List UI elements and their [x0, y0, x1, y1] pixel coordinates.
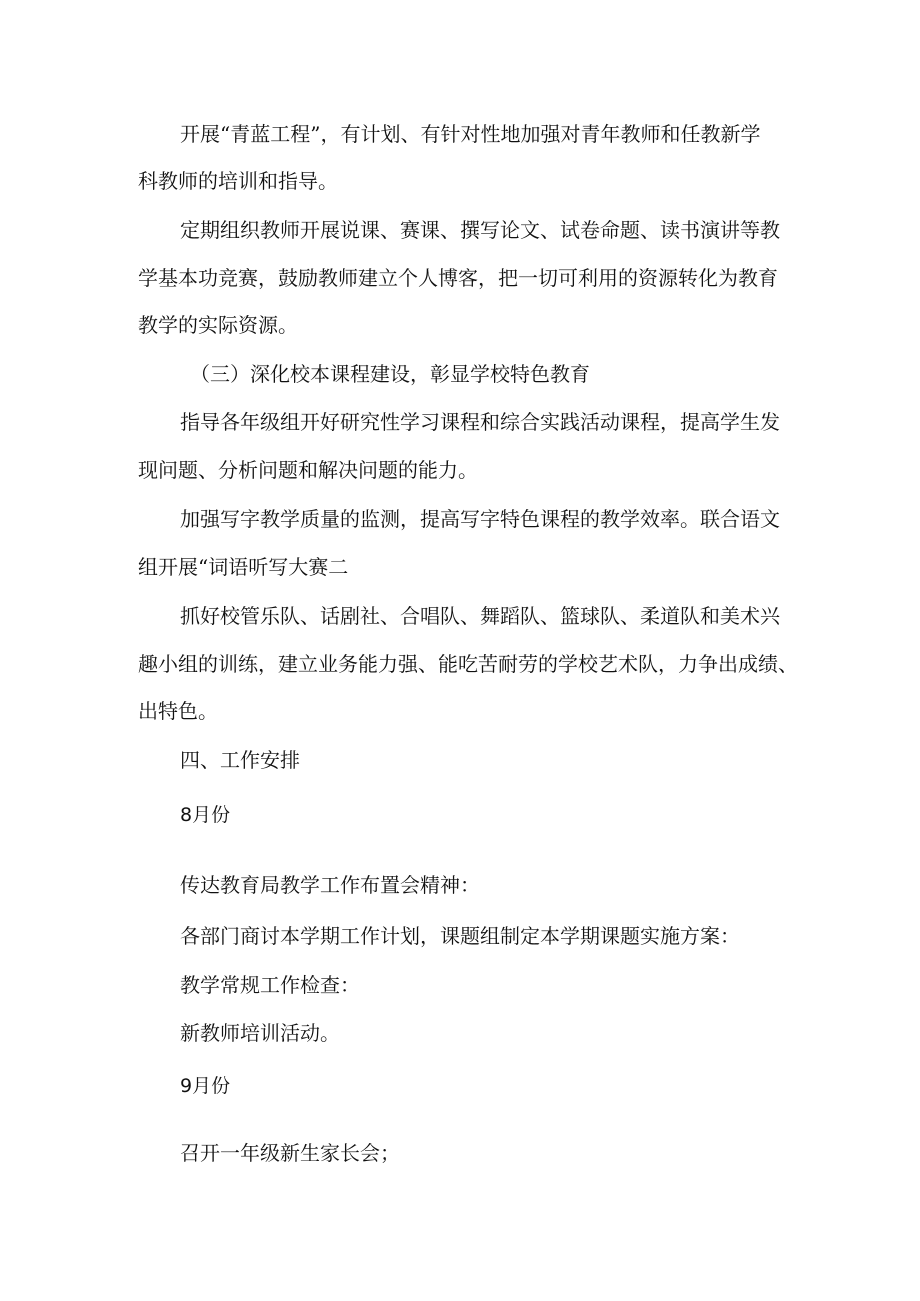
list-item: 教学常规工作检查：	[180, 973, 360, 997]
paragraph-line: 组开展“词语听写大赛二	[138, 555, 349, 579]
paragraph-line: 抓好校管乐队、话剧社、合唱队、舞蹈队、篮球队、柔道队和美术兴	[180, 604, 780, 628]
list-item: 新教师培训活动。	[180, 1021, 340, 1045]
list-item: 传达教育局教学工作布置会精神：	[180, 873, 480, 897]
list-item: 召开一年级新生家长会；	[180, 1141, 400, 1165]
paragraph-line: 现问题、分析问题和解决问题的能力。	[138, 458, 478, 482]
paragraph-line: 科教师的培训和指导。	[138, 169, 338, 193]
paragraph-line: 定期组织教师开展说课、赛课、撰写论文、试卷命题、读书演讲等教	[180, 218, 780, 242]
section-heading: 四、工作安排	[180, 748, 300, 772]
paragraph-line: 趣小组的训练，建立业务能力强、能吃苦耐劳的学校艺术队，力争出成绩、	[138, 652, 798, 676]
paragraph-line: 学基本功竞赛，鼓励教师建立个人博客，把一切可利用的资源转化为教育	[138, 266, 778, 290]
month-heading: 9月份	[180, 1075, 231, 1097]
paragraph-line: 加强写字教学质量的监测，提高写字特色课程的教学效率。联合语文	[180, 507, 780, 531]
month-heading: 8月份	[180, 804, 231, 826]
section-heading: （三）深化校本课程建设，彰显学校特色教育	[190, 362, 590, 386]
paragraph-line: 教学的实际资源。	[138, 313, 298, 337]
paragraph-line: 出特色。	[138, 699, 218, 723]
paragraph-line: 指导各年级组开好研究性学习课程和综合实践活动课程，提高学生发	[180, 410, 780, 434]
list-item: 各部门商讨本学期工作计划，课题组制定本学期课题实施方案：	[180, 924, 740, 948]
paragraph-line: 开展“青蓝工程”，有计划、有针对性地加强对青年教师和任教新学	[180, 122, 761, 146]
